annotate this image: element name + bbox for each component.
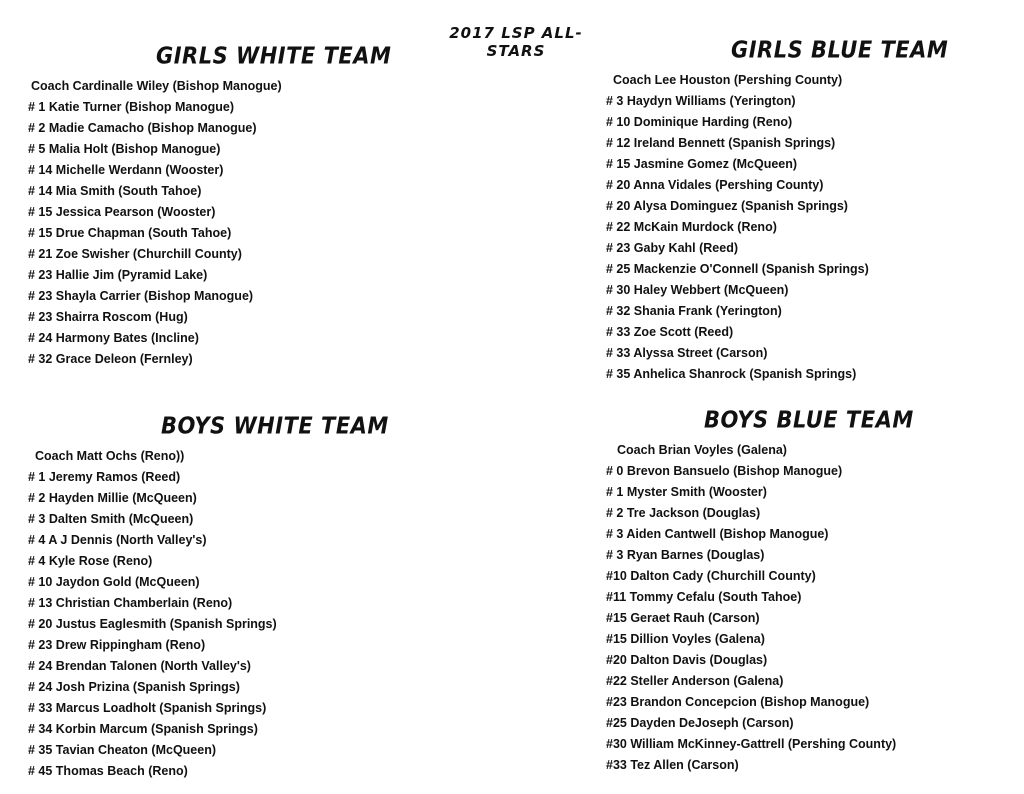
player-entry: #10 Dalton Cady (Churchill County): [606, 569, 816, 583]
player-entry: # 23 Shayla Carrier (Bishop Manogue): [28, 289, 254, 303]
player-entry: # 10 Dominique Harding (Reno): [606, 115, 793, 129]
player-entry: #23 Brandon Concepcion (Bishop Manogue): [606, 695, 870, 709]
player-entry: # 12 Ireland Bennett (Spanish Springs): [606, 136, 836, 150]
player-entry: # 21 Zoe Swisher (Churchill County): [28, 247, 242, 261]
player-entry: # 25 Mackenzie O'Connell (Spanish Springs): [606, 262, 869, 276]
girls-blue-team-section: [606, 38, 948, 385]
player-entry: # 0 Brevon Bansuelo (Bishop Manogue): [606, 464, 843, 478]
player-entry: # 3 Haydyn Williams (Yerington): [606, 94, 796, 108]
player-entry: # 30 Haley Webbert (McQueen): [606, 283, 789, 297]
player-entry: #15 Geraet Rauh (Carson): [606, 611, 760, 625]
player-list: [606, 461, 914, 776]
player-entry: # 24 Brendan Talonen (North Valley's): [28, 659, 251, 673]
player-entry: # 24 Josh Prizina (Spanish Springs): [28, 680, 240, 694]
player-entry: # 33 Alyssa Street (Carson): [606, 346, 768, 360]
player-entry: #11 Tommy Cefalu (South Tahoe): [606, 590, 802, 604]
player-entry: # 1 Jeremy Ramos (Reed): [28, 470, 181, 484]
player-entry: #25 Dayden DeJoseph (Carson): [606, 716, 794, 730]
team-title: GIRLS BLUE TEAM: [731, 36, 949, 64]
player-entry: # 1 Katie Turner (Bishop Manogue): [28, 100, 235, 114]
player-entry: # 2 Madie Camacho (Bishop Manogue): [28, 121, 257, 135]
player-entry: # 2 Tre Jackson (Douglas): [606, 506, 761, 520]
player-entry: # 1 Myster Smith (Wooster): [606, 485, 767, 499]
girls-white-team-section: [28, 44, 391, 370]
player-list: [28, 97, 391, 370]
player-entry: # 20 Alysa Dominguez (Spanish Springs): [606, 199, 848, 213]
player-entry: # 23 Drew Rippingham (Reno): [28, 638, 206, 652]
player-entry: # 20 Anna Vidales (Pershing County): [606, 178, 824, 192]
player-entry: # 10 Jaydon Gold (McQueen): [28, 575, 200, 589]
player-entry: #20 Dalton Davis (Douglas): [606, 653, 768, 667]
player-entry: # 20 Justus Eaglesmith (Spanish Springs): [28, 617, 277, 631]
coach-name: Coach Brian Voyles (Galena): [617, 443, 787, 457]
player-entry: # 15 Drue Chapman (South Tahoe): [28, 226, 232, 240]
team-title: BOYS BLUE TEAM: [704, 406, 914, 434]
player-entry: # 15 Jessica Pearson (Wooster): [28, 205, 216, 219]
player-list: [28, 467, 389, 782]
boys-white-team-section: [28, 414, 389, 782]
player-entry: # 23 Gaby Kahl (Reed): [606, 241, 738, 255]
player-entry: # 5 Malia Holt (Bishop Manogue): [28, 142, 221, 156]
page-title: 2017 LSP ALL-STARS: [449, 24, 583, 60]
player-entry: #30 William McKinney-Gattrell (Pershing County): [606, 737, 897, 751]
player-entry: # 35 Anhelica Shanrock (Spanish Springs): [606, 367, 857, 381]
boys-blue-team-section: [606, 408, 914, 776]
player-entry: # 34 Korbin Marcum (Spanish Springs): [28, 722, 258, 736]
player-entry: # 3 Aiden Cantwell (Bishop Manogue): [606, 527, 829, 541]
player-entry: #15 Dillion Voyles (Galena): [606, 632, 765, 646]
player-entry: # 14 Mia Smith (South Tahoe): [28, 184, 202, 198]
player-entry: # 24 Harmony Bates (Incline): [28, 331, 199, 345]
player-entry: # 32 Grace Deleon (Fernley): [28, 352, 193, 366]
player-entry: # 3 Ryan Barnes (Douglas): [606, 548, 765, 562]
player-entry: # 2 Hayden Millie (McQueen): [28, 491, 197, 505]
player-entry: # 33 Marcus Loadholt (Spanish Springs): [28, 701, 267, 715]
coach-name: Coach Matt Ochs (Reno)): [35, 449, 185, 463]
player-entry: # 32 Shania Frank (Yerington): [606, 304, 782, 318]
player-entry: # 33 Zoe Scott (Reed): [606, 325, 734, 339]
player-entry: # 22 McKain Murdock (Reno): [606, 220, 777, 234]
coach-name: Coach Cardinalle Wiley (Bishop Manogue): [31, 79, 282, 93]
player-entry: #33 Tez Allen (Carson): [606, 758, 739, 772]
player-entry: # 45 Thomas Beach (Reno): [28, 764, 188, 778]
player-entry: # 3 Dalten Smith (McQueen): [28, 512, 194, 526]
player-entry: # 35 Tavian Cheaton (McQueen): [28, 743, 217, 757]
team-title: BOYS WHITE TEAM: [161, 412, 389, 440]
player-entry: # 4 Kyle Rose (Reno): [28, 554, 153, 568]
player-entry: # 14 Michelle Werdann (Wooster): [28, 163, 224, 177]
coach-name: Coach Lee Houston (Pershing County): [613, 73, 843, 87]
player-entry: # 15 Jasmine Gomez (McQueen): [606, 157, 798, 171]
player-entry: # 13 Christian Chamberlain (Reno): [28, 596, 233, 610]
player-entry: # 23 Shairra Roscom (Hug): [28, 310, 188, 324]
player-entry: #22 Steller Anderson (Galena): [606, 674, 784, 688]
team-title: GIRLS WHITE TEAM: [156, 42, 392, 70]
player-entry: # 23 Hallie Jim (Pyramid Lake): [28, 268, 208, 282]
player-list: [606, 91, 948, 385]
player-entry: # 4 A J Dennis (North Valley's): [28, 533, 207, 547]
